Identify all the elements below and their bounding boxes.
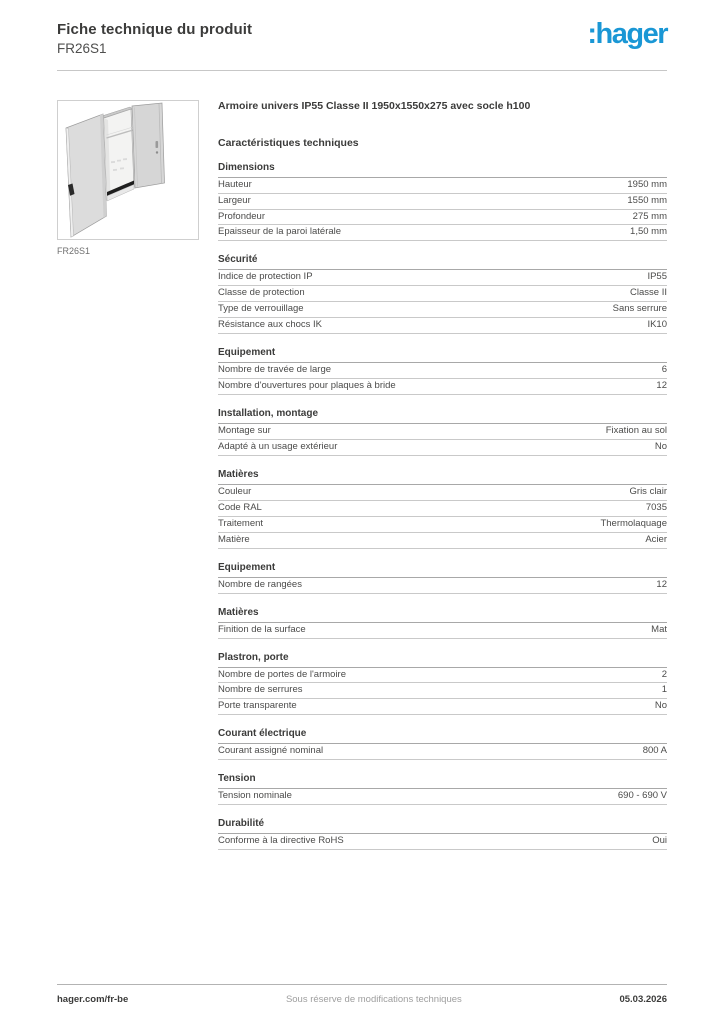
spec-label: Montage sur bbox=[218, 425, 271, 437]
spec-section-10 bbox=[218, 818, 667, 850]
spec-section-9 bbox=[218, 773, 667, 805]
hager-logo: :hager bbox=[587, 18, 667, 50]
spec-section-6 bbox=[218, 607, 667, 639]
spec-section-title: Sécurité bbox=[218, 254, 667, 270]
spec-row bbox=[218, 318, 667, 334]
spec-label: Epaisseur de la paroi latérale bbox=[218, 226, 342, 238]
spec-row bbox=[218, 533, 667, 549]
spec-label: Nombre de rangées bbox=[218, 578, 302, 590]
spec-section-title: Dimensions bbox=[218, 162, 667, 178]
spec-row bbox=[218, 834, 667, 850]
spec-row bbox=[218, 424, 667, 440]
characteristics-heading: Caractéristiques techniques bbox=[218, 136, 359, 149]
spec-column bbox=[218, 100, 667, 850]
spec-value: 7035 bbox=[645, 501, 667, 513]
spec-row bbox=[218, 485, 667, 501]
spec-label: Courant assigné nominal bbox=[218, 745, 324, 757]
spec-label: Adapté à un usage extérieur bbox=[218, 440, 338, 452]
spec-row bbox=[218, 302, 667, 318]
spec-label: Porte transparente bbox=[218, 700, 297, 712]
footer-date: 05.03.2026 bbox=[619, 994, 667, 1005]
spec-row bbox=[218, 194, 667, 210]
spec-value: IP55 bbox=[647, 271, 667, 283]
spec-value: 2 bbox=[661, 668, 667, 680]
spec-section-title: Plastron, porte bbox=[218, 652, 667, 668]
product-image-caption: FR26S1 bbox=[57, 246, 91, 256]
spec-row bbox=[218, 623, 667, 639]
spec-section-5 bbox=[218, 562, 667, 594]
spec-label: Nombre de travée de large bbox=[218, 364, 332, 376]
spec-label: Nombre d'ouvertures pour plaques à bride bbox=[218, 380, 396, 392]
spec-label: Type de verrouillage bbox=[218, 303, 304, 315]
product-description-title: Armoire univers IP55 Classe II 1950x1550x275 avec socle h100 bbox=[218, 100, 531, 112]
spec-row bbox=[218, 517, 667, 533]
spec-label: Couleur bbox=[218, 485, 252, 497]
spec-section-title: Tension bbox=[218, 773, 667, 789]
spec-value: 6 bbox=[661, 364, 667, 376]
content-area bbox=[0, 71, 724, 850]
spec-value: 275 mm bbox=[632, 210, 667, 222]
spec-row bbox=[218, 210, 667, 226]
spec-section-0 bbox=[218, 162, 667, 242]
spec-value: 1 bbox=[661, 684, 667, 696]
spec-section-4 bbox=[218, 469, 667, 549]
spec-label: Largeur bbox=[218, 194, 251, 206]
spec-value: Thermolaquage bbox=[600, 517, 667, 529]
spec-value: 1950 mm bbox=[627, 178, 667, 190]
spec-row bbox=[218, 699, 667, 715]
spec-row bbox=[218, 178, 667, 194]
spec-value: Sans serrure bbox=[612, 303, 667, 315]
footer-disclaimer: Sous réserve de modifications techniques bbox=[285, 994, 462, 1005]
spec-value: Gris clair bbox=[629, 485, 667, 497]
spec-value: No bbox=[654, 440, 667, 452]
product-image bbox=[58, 101, 198, 239]
spec-value: 800 A bbox=[642, 745, 667, 757]
spec-section-title: Durabilité bbox=[218, 818, 667, 834]
spec-section-8 bbox=[218, 728, 667, 760]
spec-value: 12 bbox=[656, 578, 667, 590]
spec-label: Conforme à la directive RoHS bbox=[218, 835, 344, 847]
spec-row bbox=[218, 379, 667, 395]
page-footer bbox=[57, 984, 667, 1005]
spec-label: Finition de la surface bbox=[218, 623, 306, 635]
spec-label: Nombre de portes de l'armoire bbox=[218, 668, 347, 680]
spec-row bbox=[218, 363, 667, 379]
spec-section-title: Equipement bbox=[218, 347, 667, 363]
spec-section-7 bbox=[218, 652, 667, 716]
product-image-column bbox=[57, 100, 218, 850]
page-header bbox=[0, 0, 724, 56]
spec-label: Matière bbox=[218, 533, 250, 545]
spec-row bbox=[218, 578, 667, 594]
spec-row bbox=[218, 270, 667, 286]
spec-value: Classe II bbox=[630, 287, 667, 299]
spec-label: Classe de protection bbox=[218, 287, 305, 299]
spec-label: Hauteur bbox=[218, 178, 252, 190]
spec-value: IK10 bbox=[647, 319, 667, 331]
spec-row bbox=[218, 744, 667, 760]
spec-section-2 bbox=[218, 347, 667, 395]
spec-label: Indice de protection IP bbox=[218, 271, 313, 283]
spec-label: Profondeur bbox=[218, 210, 266, 222]
spec-section-title: Matières bbox=[218, 607, 667, 623]
spec-row bbox=[218, 668, 667, 684]
spec-section-1 bbox=[218, 254, 667, 334]
spec-value: 1550 mm bbox=[627, 194, 667, 206]
spec-label: Traitement bbox=[218, 517, 264, 529]
spec-value: Fixation au sol bbox=[605, 425, 667, 437]
spec-value: Acier bbox=[645, 533, 667, 545]
document-title: Fiche technique du produit bbox=[57, 21, 253, 38]
product-image-frame bbox=[57, 100, 199, 240]
spec-value: Oui bbox=[652, 835, 667, 847]
spec-row bbox=[218, 683, 667, 699]
spec-label: Nombre de serrures bbox=[218, 684, 303, 696]
spec-row bbox=[218, 440, 667, 456]
spec-table bbox=[218, 162, 667, 851]
spec-section-title: Equipement bbox=[218, 562, 667, 578]
spec-row bbox=[218, 789, 667, 805]
spec-value: 690 - 690 V bbox=[617, 790, 667, 802]
spec-section-3 bbox=[218, 408, 667, 456]
spec-label: Résistance aux chocs IK bbox=[218, 319, 323, 331]
spec-section-title: Courant électrique bbox=[218, 728, 667, 744]
product-reference: FR26S1 bbox=[57, 41, 107, 56]
spec-row bbox=[218, 225, 667, 241]
footer-website-link[interactable]: hager.com/fr-be bbox=[57, 994, 129, 1005]
spec-value: 12 bbox=[656, 380, 667, 392]
spec-value: No bbox=[654, 700, 667, 712]
spec-section-title: Installation, montage bbox=[218, 408, 667, 424]
spec-label: Tension nominale bbox=[218, 790, 292, 802]
spec-value: 1,50 mm bbox=[630, 226, 667, 238]
spec-section-title: Matières bbox=[218, 469, 667, 485]
spec-row bbox=[218, 501, 667, 517]
spec-label: Code RAL bbox=[218, 501, 262, 513]
spec-row bbox=[218, 286, 667, 302]
spec-value: Mat bbox=[651, 623, 667, 635]
